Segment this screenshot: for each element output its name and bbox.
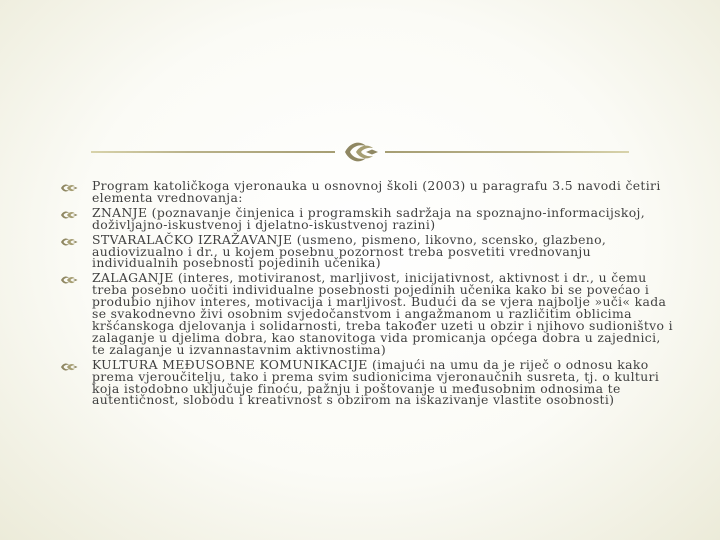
ornament-bullet-icon — [60, 362, 78, 372]
title-ornament-icon — [342, 138, 380, 166]
title-divider-right — [385, 151, 629, 153]
ornament-bullet-icon — [60, 183, 78, 193]
bullet-list — [60, 180, 676, 406]
list-item-text: ZNANJE (poznavanje činjenica i programskih sadržaja na spoznajno-informacijskoj, doživljajno-iskustvenoj i djelatno-iskustvenoj razini) — [92, 204, 646, 232]
ornament-bullet-icon — [60, 210, 78, 220]
list-item — [60, 204, 676, 232]
ornament-bullet-icon — [60, 275, 78, 285]
title-divider-left — [91, 151, 335, 153]
ornament-bullet-icon — [60, 237, 78, 247]
list-item — [60, 272, 676, 355]
list-item-text: KULTURA MEĐUSOBNE KOMUNIKACIJE (imajući na umu da je riječ o odnosu kako prema vjeroučitelju, tako i prema svim sudionicima vjeronaučnih susreta, tj. o kulturi koja istodobno uključuje finoću, pažnju i poštovanje u međusobnim odnosima te autentičnost, slobodu i kreativnost s obzirom na iskazivanje vlastite osobnosti) — [92, 356, 660, 408]
list-item-text: ZALAGANJE (interes, motiviranost, marljivost, inicijativnost, aktivnost i dr., u čemu treba posebno uočiti individualne posebnosti pojedinih učenika kako bi se povećao i produbio njihov interes, motivacija i marljivost. Budući da se vjera najbolje »uči« kada se svakodnevno živi osobnim svjedočanstvom i angažmanom u različitim oblicima kršćanskoga djelovanja i solidarnosti, treba također uzeti u obzir i njihovo sudioništvo i zalaganje u djelima dobra, kao stanovitoga vida promicanja općega dobra u zajednici, te zalaganje u izvannastavnim aktivnostima) — [92, 270, 673, 357]
list-item — [60, 180, 676, 204]
list-item-text: Program katoličkoga vjeronauka u osnovnoj školi (2003) u paragrafu 3.5 navodi četiri elementa vrednovanja: — [92, 178, 661, 205]
list-item-text: STVARALAČKO IZRAŽAVANJE (usmeno, pismeno, likovno, scensko, glazbeno, audiovizualno i dr., u kojem posebnu pozornost treba posvetiti vrednovanju individualnih posebnosti pojedinih učenika) — [92, 231, 607, 271]
list-item — [60, 231, 676, 271]
list-item — [60, 356, 676, 408]
